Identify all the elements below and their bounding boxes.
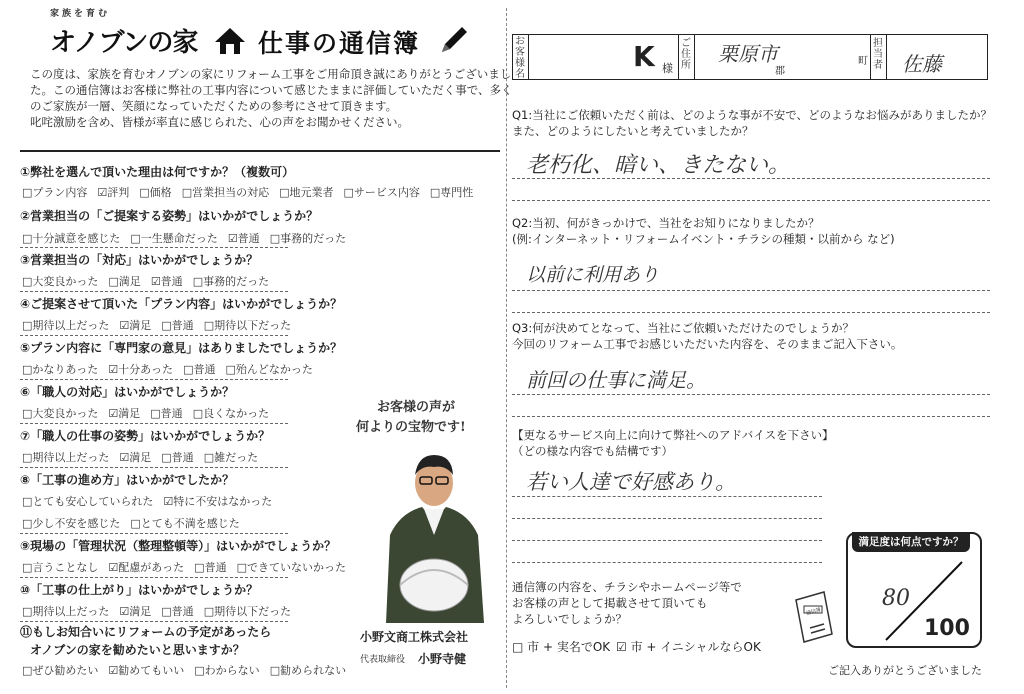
option[interactable]: □できていないかった — [236, 561, 346, 574]
notebook-label: 通信簿 — [805, 607, 822, 617]
advice-line-2: （どの様な内容でも結構です） — [512, 444, 673, 458]
question-9: ⑨現場の「管理状況（整理整頓等）」はいかがでしょうか？ — [20, 539, 337, 553]
dashed-rule — [512, 394, 990, 395]
intro-line-2: た。この通信簿はお客様に弊社の工事内容について感じたままに評価していただく事で、多く — [30, 83, 513, 97]
dashed-rule — [20, 467, 288, 468]
question-3-options — [22, 273, 279, 289]
dashed-rule — [512, 540, 822, 541]
customer-sama: 様 — [662, 62, 673, 75]
dashed-rule — [512, 496, 822, 497]
option[interactable]: □普通 — [161, 319, 194, 332]
option[interactable]: □期待以上だった — [22, 319, 110, 332]
option[interactable]: □わからない — [194, 664, 260, 677]
option[interactable]: □専門性 — [429, 186, 474, 199]
dashed-rule — [20, 577, 288, 578]
option[interactable]: □期待以上だった — [22, 605, 110, 618]
brand-tagline: 家族を育む — [50, 9, 111, 19]
dashed-rule — [20, 335, 288, 336]
option[interactable]: □ぜひ勧めたい — [22, 664, 99, 677]
consent-line-1: 通信簿の内容を、チラシやホームページ等で — [512, 580, 742, 594]
customer-label: お客様名 — [515, 36, 525, 80]
option[interactable]: □期待以上だった — [22, 451, 110, 464]
option[interactable]: ☑普通 — [227, 232, 260, 245]
table-divider — [528, 34, 529, 80]
option[interactable]: □普通 — [161, 451, 194, 464]
option[interactable]: □プラン内容 — [22, 186, 88, 199]
question-5: ⑤プラン内容に「専門家の意見」はありましたでしょうか？ — [20, 341, 343, 355]
q2-line-2: (例:インターネット・リフォームイベント・チラシの種類・以前から など) — [512, 232, 895, 246]
center-fold-line — [506, 8, 507, 688]
q3-line-2: 今回のリフォーム工事でお感じいただいた内容を、そのままご記入下さい。 — [512, 337, 903, 351]
question-1: ①弊社を選んで頂いた理由は何ですか？（複数可） — [20, 165, 295, 179]
q3-line-1: Q3:何が決めてとなって、当社にご依頼いただけたのでしょうか？ — [512, 321, 855, 335]
question-2: ②営業担当の「ご提案する姿勢」はいかがでしょうか？ — [20, 209, 319, 223]
address-value: 栗原市 — [718, 42, 778, 66]
option[interactable]: □普通 — [161, 605, 194, 618]
option[interactable]: □勧められない — [269, 664, 347, 677]
question-4-options — [22, 317, 301, 333]
option[interactable]: ☑評判 — [97, 186, 130, 199]
consent-option-real-name[interactable]: □ 市 + 実名でOK — [512, 640, 611, 654]
option[interactable]: ☑十分あった — [108, 363, 174, 376]
question-4: ④ご提案させて頂いた「プラン内容」はいかがでしょうか？ — [20, 297, 343, 311]
dashed-rule — [20, 621, 288, 622]
score-max: 100 — [924, 616, 970, 641]
option[interactable]: □良くなかった — [192, 407, 270, 420]
option[interactable]: □とても不満を感じた — [130, 517, 240, 530]
brand-name: オノブンの家 — [50, 28, 198, 58]
q2-answer: 以前に利用あり — [526, 264, 660, 286]
score-header: 満足度は何点ですか？ — [852, 532, 970, 552]
question-7: ⑦「職人の仕事の姿勢」はいかがでしょうか？ — [20, 429, 271, 443]
dashed-rule — [512, 312, 990, 313]
option[interactable]: ☑満足 — [119, 605, 152, 618]
option[interactable]: □普通 — [194, 561, 227, 574]
consent-option-initial[interactable]: ☑ 市 + イニシャルならOK — [616, 640, 761, 654]
option[interactable]: □言うことなし — [22, 561, 99, 574]
thanks-message: ご記入ありがとうございました — [828, 664, 982, 677]
question-10-options — [22, 603, 301, 619]
intro-line-1: この度は、家族を育むオノブンの家にリフォーム工事をご用命頂き誠にありがとうございまし — [30, 67, 512, 81]
dashed-rule — [20, 423, 288, 424]
dashed-rule — [20, 533, 288, 534]
header-divider — [20, 150, 500, 152]
option[interactable]: □殆んどなかった — [225, 363, 313, 376]
dashed-rule — [512, 290, 990, 291]
question-3: ③営業担当の「対応」はいかがでしょうか？ — [20, 253, 259, 267]
dashed-rule — [20, 379, 288, 380]
question-8-options-row2 — [22, 515, 250, 531]
rep-title: 代表取締役 — [360, 655, 406, 665]
dashed-rule — [512, 178, 990, 179]
q3-answer: 前回の仕事に満足。 — [526, 368, 706, 392]
dashed-rule — [20, 247, 288, 248]
address-label: ご住所 — [681, 38, 691, 71]
question-9-options — [22, 559, 356, 575]
table-divider — [870, 34, 871, 80]
question-8-options — [22, 493, 282, 509]
option[interactable]: □価格 — [139, 186, 172, 199]
question-11: ⑪もしお知合いにリフォームの予定があったら — [20, 625, 272, 639]
option[interactable]: ☑満足 — [108, 407, 141, 420]
advice-answer: 若い人達で好感あり。 — [526, 470, 736, 494]
option[interactable]: ☑勧めてもいい — [108, 664, 185, 677]
question-2-options — [22, 230, 356, 246]
pencil-icon — [436, 24, 470, 58]
option[interactable]: □営業担当の対応 — [181, 186, 270, 199]
staff-label: 担当者 — [873, 38, 883, 71]
option[interactable]: ☑普通 — [150, 275, 183, 288]
intro-line-3: のご家族が一層、笑顔になっていただくための参考にさせて頂きます。 — [30, 99, 398, 113]
question-8: ⑧「工事の進め方」はいかがでしたか？ — [20, 473, 235, 487]
representative-photo — [380, 445, 488, 623]
question-7-options — [22, 449, 268, 465]
house-icon — [213, 26, 247, 56]
option[interactable]: ☑満足 — [119, 319, 152, 332]
dashed-rule — [512, 200, 990, 201]
question-6-options — [22, 405, 279, 421]
staff-value: 佐藤 — [902, 52, 942, 76]
option[interactable]: □大変良かった — [22, 275, 99, 288]
consent-line-3: よろしいでしょうか？ — [512, 612, 627, 626]
consent-line-2: お客様の声として掲載させて頂いても — [512, 596, 708, 610]
option[interactable]: □期待以下だった — [203, 319, 292, 332]
option[interactable]: ☑配慮があった — [108, 561, 185, 574]
notebook-icon — [790, 590, 838, 646]
question-11-options — [22, 662, 356, 678]
option[interactable]: □事務的だった — [192, 275, 270, 288]
callout-line-2: 何よりの宝物です! — [356, 420, 466, 435]
page-title: 仕事の通信簿 — [258, 29, 421, 58]
question-11-line2: オノブンの家を勧めたいと思いますか？ — [30, 643, 245, 657]
option[interactable]: □満足 — [108, 275, 141, 288]
question-10: ⑩「工事の仕上がり」はいかがでしょうか？ — [20, 583, 259, 597]
machi-label: 町 — [858, 56, 868, 67]
gun-label: 郡 — [775, 66, 785, 77]
q1-line-1: Q1:当社にご依頼いただく前は、どのような事が不安で、どのようなお悩みがありましたか？ — [512, 108, 993, 122]
option[interactable]: ☑特に不安はなかった — [163, 495, 273, 508]
q1-answer: 老朽化、暗い、きたない。 — [526, 153, 791, 178]
rep-name: 小野寺健 — [418, 652, 467, 666]
option[interactable]: □少し不安を感じた — [22, 517, 121, 530]
option[interactable]: □普通 — [183, 363, 216, 376]
q1-line-2: また、どのようにしたいと考えていましたか？ — [512, 124, 754, 138]
option[interactable]: □サービス内容 — [343, 186, 420, 199]
table-divider — [694, 34, 695, 80]
question-5-options — [22, 361, 323, 377]
dashed-rule — [512, 416, 990, 417]
score-value[interactable]: 80 — [882, 586, 910, 611]
option[interactable]: □雑だった — [203, 451, 259, 464]
intro-line-4: 叱咤激励を含め、皆様が率直に感じられた、心の声をお聞かせください。 — [30, 115, 410, 129]
option[interactable]: □一生懸命だった — [130, 232, 218, 245]
customer-name: K — [633, 40, 655, 73]
option[interactable]: □期待以下だった — [203, 605, 292, 618]
advice-line-1: 【更なるサービス向上に向けて弊社へのアドバイスを下さい】 — [512, 428, 834, 442]
question-6: ⑥「職人の対応」はいかがでしょうか？ — [20, 385, 235, 399]
option[interactable]: □事務的だった — [269, 232, 347, 245]
option[interactable]: □大変良かった — [22, 407, 99, 420]
table-divider — [678, 34, 679, 80]
dashed-rule — [20, 291, 288, 292]
dashed-rule — [512, 518, 822, 519]
option[interactable]: □普通 — [150, 407, 183, 420]
option[interactable]: □地元業者 — [279, 186, 334, 199]
option[interactable]: □かなりあった — [22, 363, 99, 376]
option[interactable]: □十分誠意を感じた — [22, 232, 121, 245]
question-1-options — [22, 184, 483, 200]
company-name: 小野文商工株式会社 — [360, 630, 469, 644]
dashed-rule — [512, 562, 822, 563]
callout-line-1: お客様の声が — [377, 400, 456, 415]
option[interactable]: □とても安心していられた — [22, 495, 154, 508]
table-divider — [886, 34, 887, 80]
option[interactable]: ☑満足 — [119, 451, 152, 464]
q2-line-1: Q2:当初、何がきっかけで、当社をお知りになりましたか？ — [512, 216, 820, 230]
